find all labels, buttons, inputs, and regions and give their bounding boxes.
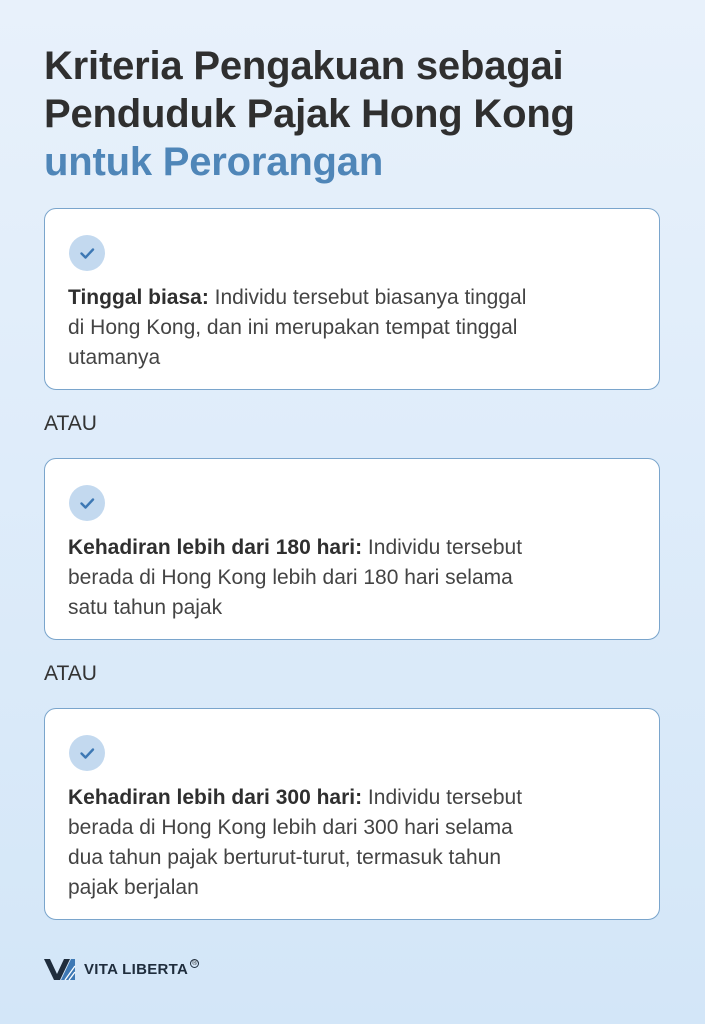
criteria-text: [68, 283, 648, 373]
title-line-3: untuk Perorangan: [44, 140, 384, 184]
or-separator: ATAU: [44, 662, 97, 685]
criteria-text: [68, 783, 648, 903]
criteria-description-line: dua tahun pajak berturut-turut, termasuk tahun: [68, 846, 502, 869]
vita-liberta-logo-icon: [44, 957, 76, 981]
criteria-description-line: pajak berjalan: [68, 876, 199, 899]
criteria-description-line: Individu tersebut biasanya tinggal: [208, 286, 527, 309]
criteria-description-line: satu tahun pajak: [68, 596, 223, 619]
brand-logo: [44, 955, 199, 983]
page-title: [44, 42, 684, 186]
criteria-description-line: di Hong Kong, dan ini merupakan tempat tinggal: [68, 316, 518, 339]
registered-mark: ®: [192, 959, 198, 967]
criteria-card-180-days: [44, 458, 660, 640]
criteria-description-line: berada di Hong Kong lebih dari 300 hari selama: [68, 816, 513, 839]
criteria-description-line: utamanya: [68, 346, 161, 369]
check-circle-icon: [69, 485, 105, 521]
criteria-label: Kehadiran lebih dari 180 hari:: [68, 536, 363, 559]
criteria-card-ordinary-residence: [44, 208, 660, 390]
criteria-description-line: Individu tersebut: [362, 786, 523, 809]
criteria-description-line: Individu tersebut: [362, 536, 523, 559]
brand-name: VITA LIBERTA: [84, 960, 189, 978]
criteria-text: [68, 533, 648, 623]
criteria-card-300-days: [44, 708, 660, 920]
title-line-1: Kriteria Pengakuan sebagai: [44, 44, 564, 88]
criteria-label: Kehadiran lebih dari 300 hari:: [68, 786, 363, 809]
title-line-2: Penduduk Pajak Hong Kong: [44, 92, 575, 136]
check-circle-icon: [69, 235, 105, 271]
criteria-label: Tinggal biasa:: [68, 286, 209, 309]
or-separator: ATAU: [44, 412, 97, 435]
check-circle-icon: [69, 735, 105, 771]
criteria-description-line: berada di Hong Kong lebih dari 180 hari selama: [68, 566, 513, 589]
